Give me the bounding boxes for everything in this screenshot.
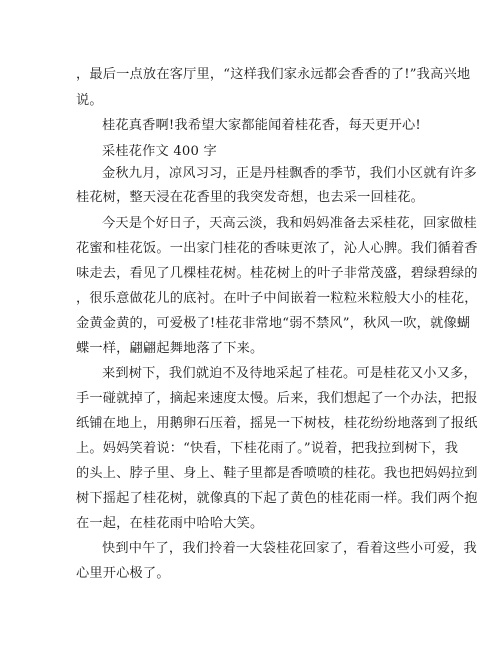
text-line: 说。	[76, 93, 103, 108]
text-line: 金秋九月，凉风习习，正是丹桂飘香的季节，我们小区就有许多	[102, 166, 477, 181]
text-line: 心里开心极了。	[76, 566, 170, 581]
text-line: 桂花真香啊!我希望大家都能闻着桂花香，每天更开心!	[102, 118, 421, 133]
text-line: 的头上、脖子里、身上、鞋子里都是香喷喷的桂花。我也把妈妈拉到	[76, 466, 478, 481]
text-line: 来到树下，我们就迫不及待地采起了桂花。可是桂花又小又多，	[102, 366, 477, 381]
text-line: 在一起，在桂花雨中哈哈大笑。	[76, 516, 264, 531]
text-line: 树下摇起了桂花树，就像真的下起了黄色的桂花雨一样。我们两个抱	[76, 491, 478, 506]
text-line: 纸铺在地上，用鹅卵石压着，摇晃一下树枝，桂花纷纷地落到了报纸	[76, 416, 478, 431]
text-line: 今天是个好日子，天高云淡，我和妈妈准备去采桂花，回家做桂	[102, 216, 477, 231]
text-line: ，最后一点放在客厅里，“这样我们家永远都会香香的了!”我高兴地	[76, 67, 471, 82]
text-line: 味走去，看见了几棵桂花树。桂花树上的叶子非常茂盛，碧绿碧绿的	[76, 266, 478, 281]
text-line: 快到中午了，我们拎着一大袋桂花回家了，看着这些小可爱，我	[102, 541, 477, 556]
text-line: 桂花树，整天浸在花香里的我突发奇想，也去采一回桂花。	[76, 190, 425, 205]
text-line: ，很乐意做花儿的底衬。在叶子中间嵌着一粒粒米粒般大小的桂花，	[76, 291, 478, 306]
text-line: 金黄金黄的，可爱极了!桂花非常地“弱不禁风”，秋风一吹，就像蝴	[76, 316, 471, 331]
text-line: 上。妈妈笑着说：“快看，下桂花雨了。”说着，把我拉到树下，我	[76, 441, 459, 456]
text-line: 花蜜和桂花饭。一出家门桂花的香味更浓了，沁人心脾。我们循着香	[76, 241, 478, 256]
section-heading: 采桂花作文 400 字	[102, 144, 217, 159]
text-line: 蝶一样，翩翩起舞地落了下来。	[76, 341, 264, 356]
text-line: 手一碰就掉了，摘起来速度太慢。后来，我们想起了一个办法，把报	[76, 391, 478, 406]
